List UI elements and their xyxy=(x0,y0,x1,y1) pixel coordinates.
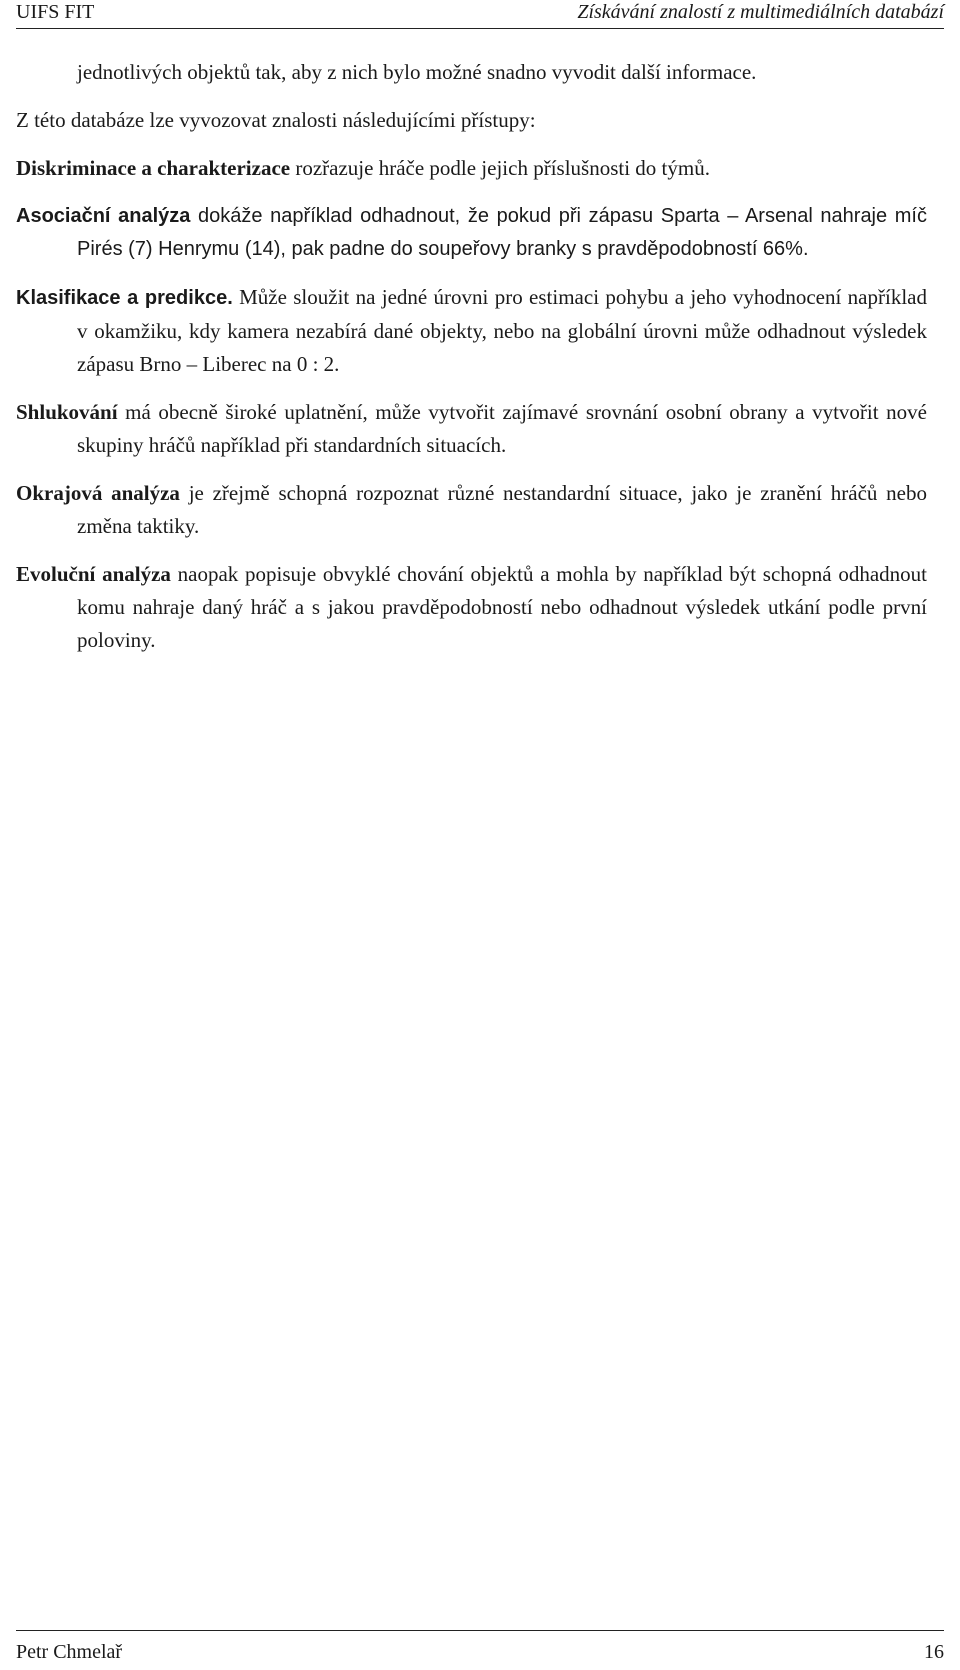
text-classification: Může sloužit na jedné úrovni pro estimaci pohybu a jeho vyhodnocení například v okamžiku, kdy kamera nezabírá dané objekty, nebo na globální úrovni může odhadnout výsledek zápasu Brno – Liberec na 0 : 2. xyxy=(77,285,927,376)
page-header xyxy=(16,0,944,29)
paragraph-evolution xyxy=(16,558,927,657)
text-association: dokáže například odhadnout, že pokud při zápasu Sparta – Arsenal nahraje míč Pirés (7) Henrymu (14), pak padne do soupeřovy branky s pravděpodobností 66%. xyxy=(77,205,927,260)
paragraph-continuation: jednotlivých objektů tak, aby z nich bylo možné snadno vyvodit další informace. xyxy=(77,60,757,84)
term-evolution: Evoluční analýza xyxy=(16,562,171,586)
text-outlier: je zřejmě schopná rozpoznat různé nestandardní situace, jako je zranění hráčů nebo změna taktiky. xyxy=(77,481,927,538)
paragraph-discrimination xyxy=(16,152,927,185)
text-evolution: naopak popisuje obvyklé chování objektů a mohla by například být schopná odhadnout komu nahraje daný hráč a s jakou pravděpodobností nebo odhadnout výsledek utkání podle první poloviny. xyxy=(77,562,927,652)
text-discrimination: rozřazuje hráče podle jejich příslušnosti do týmů. xyxy=(290,156,710,180)
term-clustering: Shlukování xyxy=(16,400,118,424)
footer-author: Petr Chmelař xyxy=(16,1641,123,1663)
term-outlier: Okrajová analýza xyxy=(16,481,180,505)
page-number: 16 xyxy=(924,1641,944,1663)
paragraph-clustering xyxy=(16,396,927,462)
text-clustering: má obecně široké uplatnění, může vytvořit zajímavé srovnání osobní obrany a vytvořit nové skupiny hráčů například při standardních situacích. xyxy=(77,400,927,457)
term-discrimination: Diskriminace a charakterizace xyxy=(16,156,291,180)
term-association: Asociační analýza xyxy=(16,205,191,227)
header-title: Získávání znalostí z multimediálních databází xyxy=(577,1,944,23)
paragraph-classification xyxy=(16,281,927,381)
paragraph-intro: Z této databáze lze vyvozovat znalosti následujícími přístupy: xyxy=(16,108,536,132)
term-classification: Klasifikace a predikce. xyxy=(16,287,233,309)
page-footer xyxy=(16,1630,944,1670)
paragraph-outlier xyxy=(16,477,927,543)
header-left: UIFS FIT xyxy=(16,1,95,23)
main-content xyxy=(16,56,927,672)
paragraph-association xyxy=(16,200,927,266)
